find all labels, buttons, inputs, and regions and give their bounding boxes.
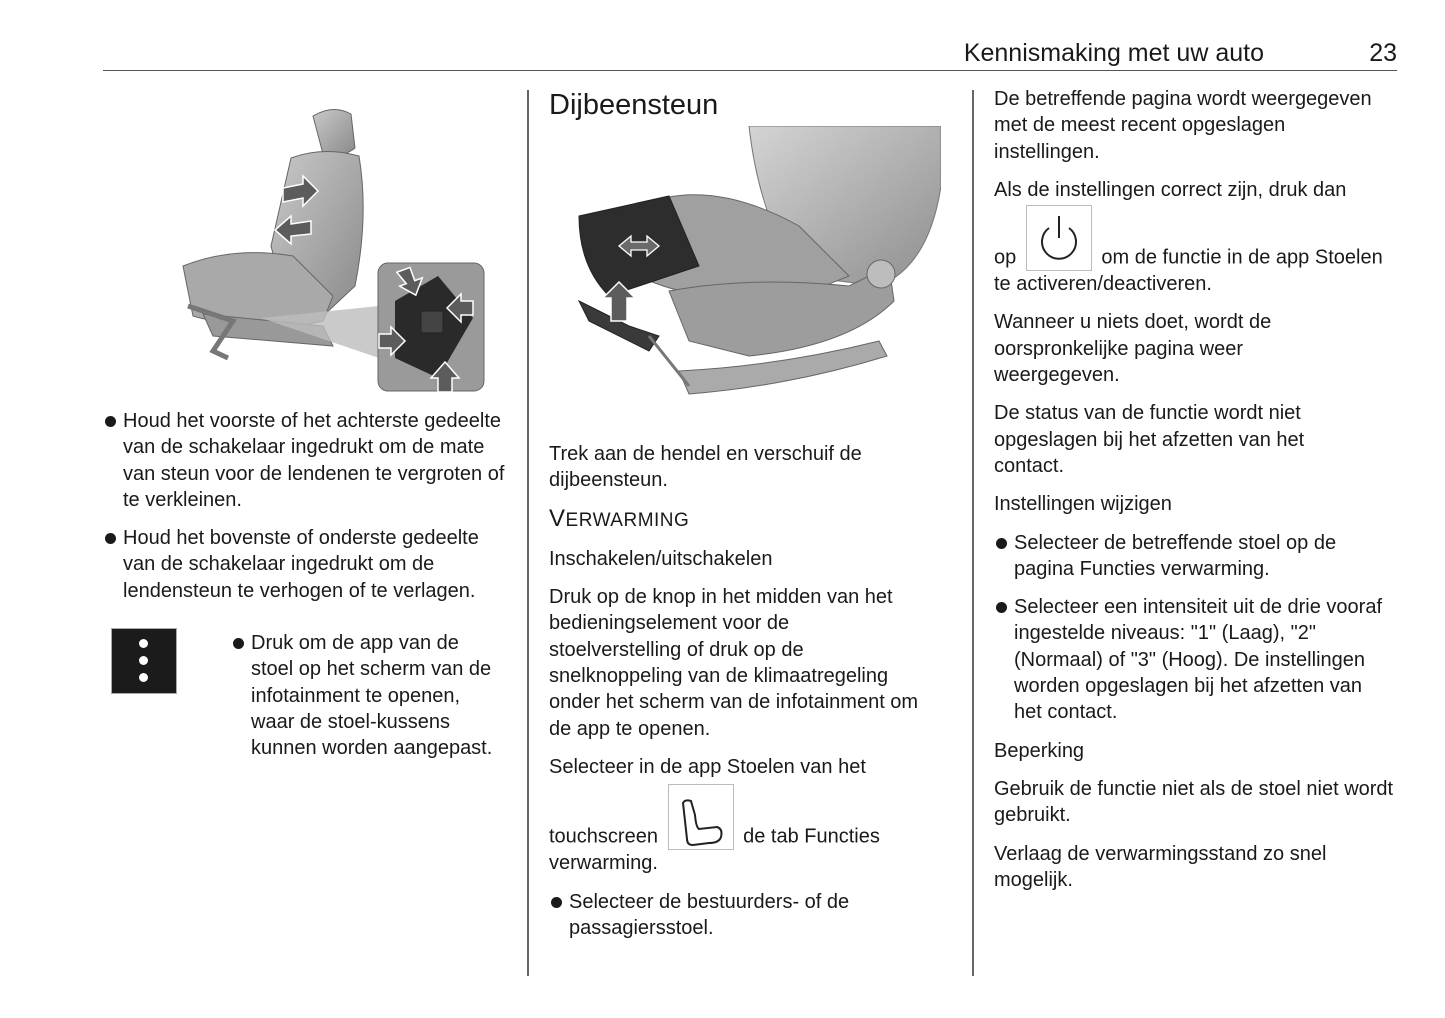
thigh-support-instruction: Trek aan de hendel en verschuif de dijbeensteun.: [549, 443, 862, 492]
list-item: Houd het voorste of het achterste gedeelte van de schakelaar ingedrukt om de mate van steun voor de lendenen te vergroten of te verkleinen.: [103, 408, 508, 513]
column-2: [549, 86, 949, 953]
seat-icon: [668, 784, 734, 850]
power-icon: [1026, 205, 1092, 271]
heating-paragraph: Druk op de knop in het midden van het bedieningselement voor de stoelverstelling of druk op de snelknoppeling van de klimaatregeling onder het scherm van de infotainment om de app te openen.: [549, 586, 919, 740]
paragraph: Als de instellingen correct zijn, druk dan: [994, 178, 1347, 201]
list-item: Selecteer de bestuurders- of de passagiersstoel.: [549, 889, 949, 942]
heating-steps-list: [549, 889, 949, 942]
subheading-enable-disable: Inschakelen/uitschakelen: [549, 547, 773, 570]
list-item: Druk om de app van de stoel op het scherm van de infotainment te openen, waar de stoel-kussens kunnen worden aangepast.: [231, 630, 501, 761]
paragraph: Wanneer u niets doet, wordt de oorspronkelijke pagina weer weergegeven.: [994, 311, 1272, 387]
paragraph: De status van de functie wordt niet opgeslagen bij het afzetten van het contact.: [994, 402, 1305, 477]
page-number: 23: [1369, 39, 1397, 67]
column-divider: [972, 90, 974, 976]
column-1: [103, 86, 508, 798]
chapter-title: Kennismaking met uw auto: [963, 39, 1264, 67]
paragraph: De betreffende pagina wordt weergegeven met de meest recent opgeslagen instellingen.: [994, 88, 1372, 163]
section-title: Dijbeensteun: [549, 89, 719, 121]
menu-instruction: [103, 628, 508, 798]
subheading-limitation: Beperking: [994, 739, 1085, 762]
vertical-dots-icon: [111, 628, 177, 694]
paragraph: Gebruik de functie niet als de stoel niet wordt gebruikt.: [994, 777, 1394, 827]
list-item: Houd het bovenste of onderste gedeelte van de schakelaar ingedrukt om de lendensteun te verhogen of te verlagen.: [103, 525, 508, 604]
subheading-change-settings: Instellingen wijzigen: [994, 493, 1172, 516]
list-item: Selecteer de betreffende stoel op de pagina Functies verwarming.: [994, 530, 1394, 583]
column-divider: [527, 90, 529, 976]
list-item: Selecteer een intensiteit uit de drie vooraf ingestelde niveaus: "1" (Laag), "2" (Normaal) of "3" (Hoog). De instellingen worden opgeslagen bij het afzetten van het contact.: [994, 594, 1394, 725]
power-paragraph: op om de functie in de app Stoelen te activeren/deactiveren.: [994, 205, 1394, 297]
select-app-paragraph: Selecteer in de app Stoelen van het: [549, 755, 866, 778]
select-tab-paragraph: touchscreen de tab Functies verwarming.: [549, 784, 949, 876]
paragraph: Verlaag de verwarmingsstand zo snel mogelijk.: [994, 842, 1327, 891]
column-3: [994, 86, 1394, 905]
settings-list: [994, 530, 1394, 726]
thigh-support-illustration: [549, 126, 941, 401]
heating-heading: VERWARMING: [549, 504, 690, 532]
seat-lumbar-support-illustration: [173, 96, 493, 396]
page-header: [103, 34, 1397, 71]
lumbar-instructions-list: [103, 408, 508, 604]
